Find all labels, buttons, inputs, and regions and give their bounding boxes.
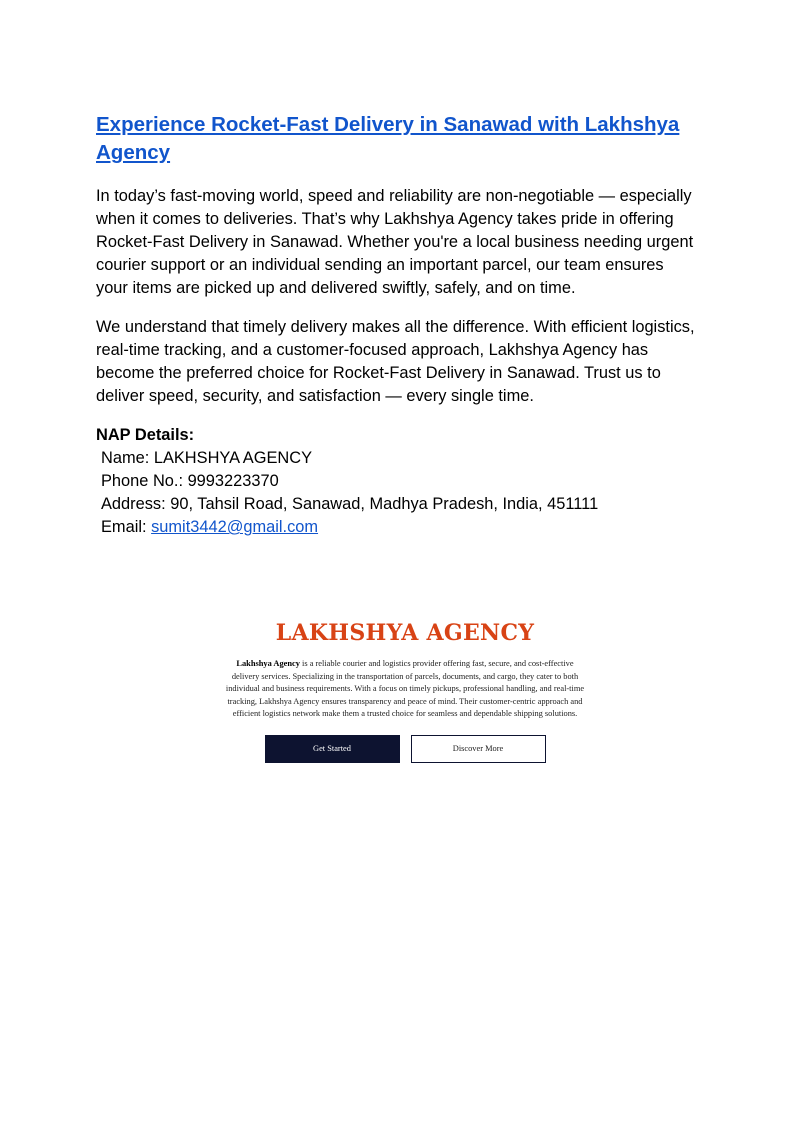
discover-more-button[interactable]: Discover More [411,735,546,763]
nap-heading: NAP Details: [96,426,195,444]
agency-banner [220,618,590,763]
banner-description-text: is a reliable courier and logistics provider offering fast, secure, and cost-effective delivery services. Specializing in the transportation of parcels, documents, and cargo, they cater to both individual and business requirements. With a focus on timely pickups, professional handling, and real-time tracking, Lakhshya Agency ensures transparency and peace of mind. Their customer-centric approach and efficient logistics network make them a trusted choice for seamless and dependable shipping solutions. [225,659,585,719]
article-paragraph-2: We understand that timely delivery makes all the difference. With efficient logistics, real-time tracking, and a customer-focused approach, Lakhshya Agency has become the preferred choice for Rocket-Fast Delivery in Sanawad. Trust us to deliver speed, security, and satisfaction — every single time. [96,318,695,405]
nap-name: Name: LAKHSHYA AGENCY [101,449,313,467]
banner-brand: Lakhshya Agency [236,659,300,668]
nap-email-link[interactable]: sumit3442@gmail.com [151,518,319,536]
article-title [96,111,698,167]
banner-description [220,658,590,721]
article-paragraph-1: In today’s fast-moving world, speed and reliability are non-negotiable — especially when it comes to deliveries. That’s why Lakhshya Agency takes pride in offering Rocket-Fast Delivery in Sanawad. Whether you're a local business needing urgent courier support or an individual sending an important parcel, our team ensures your items are picked up and delivered swiftly, safely, and on time. [96,187,694,297]
document-body [96,111,698,539]
nap-phone: Phone No.: 9993223370 [101,472,279,490]
article-title-link[interactable]: Experience Rocket-Fast Delivery in Sanawad with Lakhshya Agency [96,113,680,164]
get-started-button[interactable]: Get Started [265,735,400,763]
banner-title: LAKHSHYA AGENCY [275,620,535,646]
nap-email [96,516,698,539]
nap-address: Address: 90, Tahsil Road, Sanawad, Madhya Pradesh, India, 451111 [101,495,599,513]
banner-buttons [220,735,590,763]
nap-details [96,424,698,539]
nap-email-label: Email: [101,518,152,536]
